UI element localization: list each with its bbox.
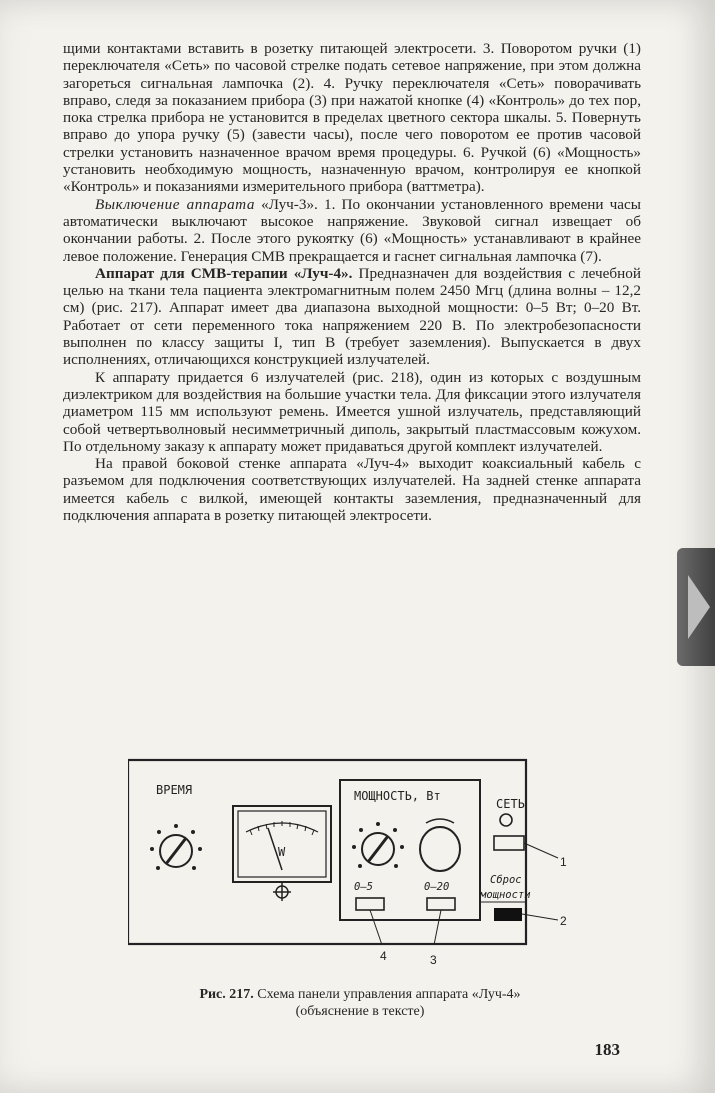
paragraph-3-lead: Аппарат для СМВ-терапии «Луч-4». [95,264,353,282]
network-switch [494,836,524,850]
caption-label: Рис. 217. [199,987,254,1002]
power-range-knob [420,819,460,871]
page-number: 183 [594,1040,620,1059]
power-knob [352,822,404,868]
paragraph-2-lead: Выключение аппарата [95,195,255,213]
label-reset-2: мощности [480,889,531,901]
tab-arrow-icon [688,575,710,639]
paragraph-3-text: Предназначен для воздействия с лечебной целью на ткани тела пациента электромагнитным полем 2450 Мгц (длина волны – 12,2 см) (рис. 217). Аппарат имеет два диапазона выходной мощности: 0–5 Вт; 0–20 Вт. Работает от сети переменного тока напряжением 220 В. По электробезопасности выполнен по классу защиты I, тип В (требует заземления). Выпускается в двух исполнениях, отличающихся конструкцией излучателей. [63,264,642,369]
power-reset-lamp [494,908,522,921]
network-lamp [500,814,512,826]
label-power: МОЩНОСТЬ, Вт [354,789,441,803]
caption-line-1 [110,986,610,1003]
range-low-button [356,898,384,910]
figure-caption [110,986,610,1020]
meter-adjust-icon [273,883,291,901]
callout-4: 4 [380,949,387,963]
figure-217 [128,758,568,973]
caption-line-2: (объяснение в тексте) [295,1004,425,1019]
paragraph-4: К аппарату придается 6 излучателей (рис. 218), один из которых с воздушным диэлектриком для воздействия на большие участки тела. Для фиксации этого излучателя диаметром 115 мм используют ремень. Имеется ушной излучатель, представляющий собой четвертьволновый несимметричный диполь, закрытый пластмассовым кожухом. По отдельному заказу к аппарату может придаваться другой комплект излучателей. [63,368,641,455]
wattmeter-symbol: W [278,845,286,859]
callout-2: 2 [560,914,567,928]
label-range-low: 0–5 [354,881,373,893]
paragraph-5: На правой боковой стенке аппарата «Луч-4» выходит коаксиальный кабель с разъемом для подключения соответствующих излучателей. На задней стенке аппарата имеется кабель с вилкой, имеющей контакты заземления, предназначенный для подключения аппарата в розетку питающей электросети. [63,455,641,525]
body-text [63,40,641,524]
time-knob [150,824,202,870]
paragraph-2 [63,196,641,265]
paragraph-3 [63,265,641,369]
callout-3: 3 [430,953,437,967]
control-panel-diagram [128,758,568,973]
label-network: СЕТЬ [496,797,525,811]
label-time: ВРЕМЯ [156,783,193,797]
callout-1: 1 [560,855,567,869]
label-range-high: 0–20 [424,881,450,893]
paragraph-2-text: «Луч-3». 1. По окончании установленного времени часы автоматически выключают высокое напряжение. Звуковой сигнал извещает об окончании работы. 2. После этого рукоятку (6) «Мощность» устанавливают в крайнее левое положение. Генерация СМВ прекращается и гаснет сигнальная лампочка (7). [63,195,641,265]
wattmeter [233,806,331,882]
label-reset-1: Сброс [490,874,522,886]
range-high-button [427,898,455,910]
caption-text: Схема панели управления аппарата «Луч-4» [253,987,521,1002]
paragraph-1: щими контактами вставить в розетку питающей электросети. 3. Поворотом ручки (1) переключателя «Сеть» по часовой стрелке подать сетевое напряжение, при этом должна загореться сигнальная лампочка (2). 4. Ручку переключателя «Сеть» поворачивать вправо, следя за показанием прибора (3) при нажатой кнопке (4) «Контроль» до тех пор, пока стрелка прибора не установится в пределах цветного сектора шкалы. 5. Повернуть вправо до упора ручку (5) (завести часы), после чего поворотом ее против часовой стрелки установить назначенное врачом время процедуры. 6. Ручкой (6) «Мощность» установить необходимую мощность, назначенную врачом, контролируя ее кнопкой «Контроль» и показаниями измерительного прибора (ваттметра). [63,40,641,196]
